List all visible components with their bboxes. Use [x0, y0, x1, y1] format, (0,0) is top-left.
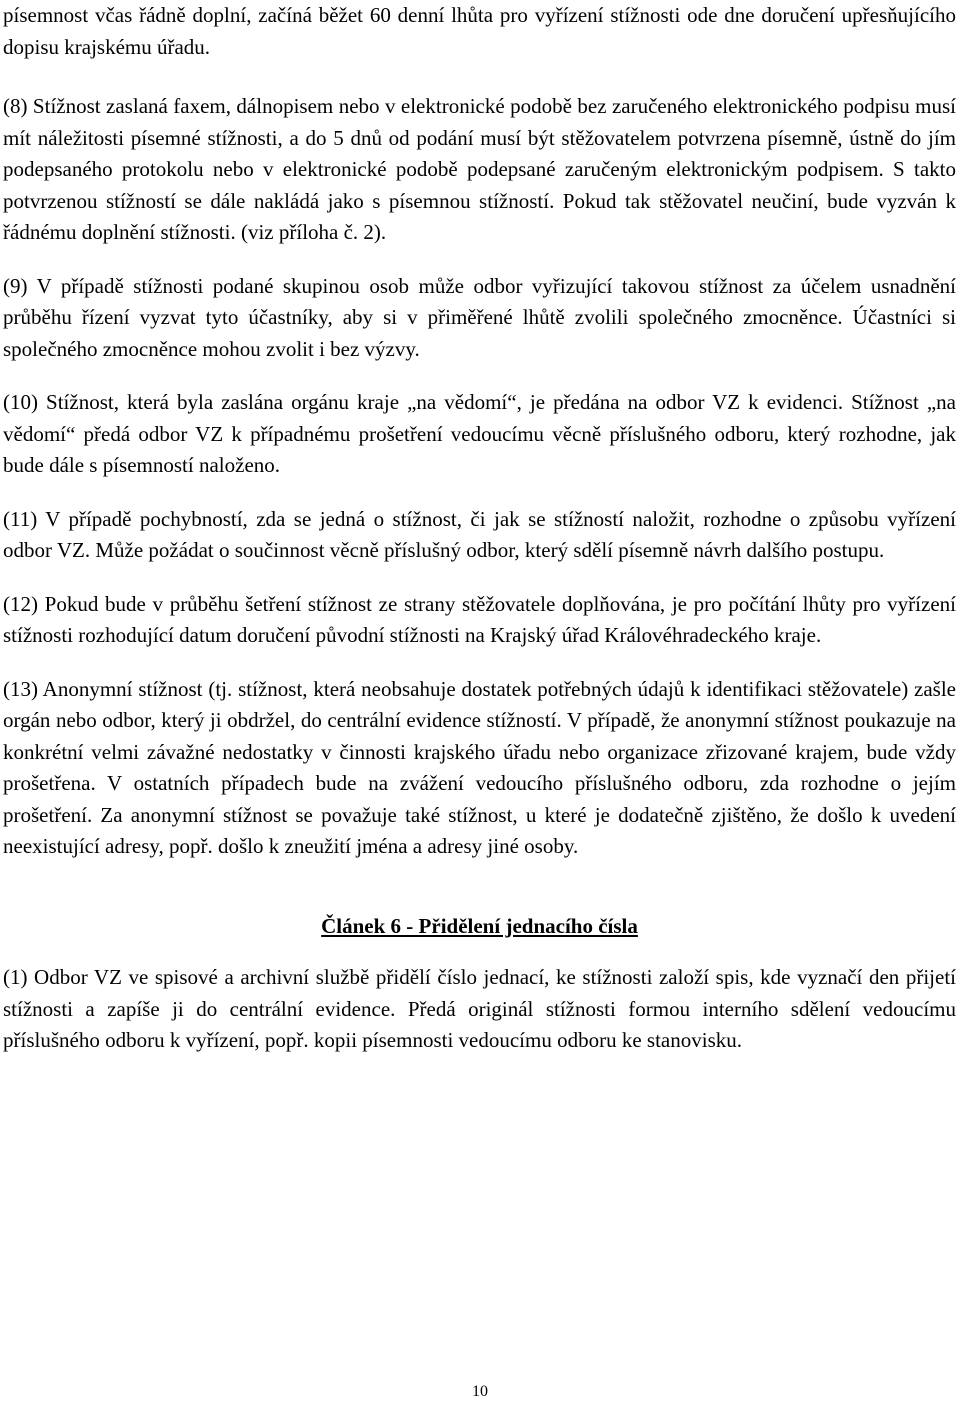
paragraph-10: (10) Stížnost, která byla zaslána orgánu kraje „na vědomí“, je předána na odbor VZ k evidenci. Stížnost „na vědomí“ předá odbor VZ k případnému prošetření vedoucímu věcně příslušného odboru, který rozhodne, jak bude dále s písemností naloženo.: [3, 390, 956, 477]
article-paragraph-1: (1) Odbor VZ ve spisové a archivní službě přidělí číslo jednací, ke stížnosti založí spis, kde vyznačí den přijetí stížnosti a zapíše ji do centrální evidence. Předá originál stížnosti formou interního sdělení vedoucímu příslušného odboru k vyřízení, popř. kopii písemnosti vedoucímu odboru ke stanovisku.: [3, 965, 956, 1052]
paragraph-12: (12) Pokud bude v průběhu šetření stížnost ze strany stěžovatele doplňována, je pro počítání lhůty pro vyřízení stížnosti rozhodující datum doručení původní stížnosti na Krajský úřad Královéhradeckého kraje.: [3, 591, 956, 647]
document-page: [3, 0, 956, 1057]
paragraph-intro: písemnost včas řádně doplní, začíná běžet 60 denní lhůta pro vyřízení stížnosti ode dne doručení upřesňujícího dopisu krajskému úřadu.: [3, 3, 956, 59]
paragraph-13: (13) Anonymní stížnost (tj. stížnost, která neobsahuje dostatek potřebných údajů k identifikaci stěžovatele) zašle orgán nebo odbor, který ji obdržel, do centrální evidence stížností. V případě, že anonymní stížnost poukazuje na konkrétní velmi závažné nedostatky v činnosti krajského úřadu nebo organizace zřizované krajem, bude vždy prošetřena. V ostatních případech bude na zvážení vedoucího příslušného odboru, zda rozhodne o jejím prošetření. Za anonymní stížnost se považuje také stížnost, u které je dodatečně zjištěno, že došlo k uvedení neexistující adresy, popř. došlo k zneužití jména a adresy jiné osoby.: [3, 676, 956, 858]
paragraph-9: (9) V případě stížnosti podané skupinou osob může odbor vyřizující takovou stížnost za účelem usnadnění průběhu řízení vyzvat tyto účastníky, aby si v přiměřené lhůtě zvolili společného zmocněnce. Účastníci si společného zmocněnce mohou zvolit i bez výzvy.: [3, 273, 956, 361]
paragraph-8: (8) Stížnost zaslaná faxem, dálnopisem nebo v elektronické podobě bez zaručeného elektronického podpisu musí mít náležitosti písemné stížnosti, a do 5 dnů od podání musí být stěžovatelem potvrzena písemně, ústně do jím podepsaného protokolu nebo v elektronické podobě podepsané zaručeným elektronickým podpisem. S takto potvrzenou stížností se dále nakládá jako s písemnou stížností. Pokud tak stěžovatel neučiní, bude vyzván k řádnému doplnění stížnosti. (viz příloha č. 2).: [3, 94, 956, 244]
paragraph-11: (11) V případě pochybností, zda se jedná o stížnost, či jak se stížností naložit, rozhodne o způsobu vyřízení odbor VZ. Může požádat o součinnost věcně příslušný odbor, který sdělí písemně návrh dalšího postupu.: [3, 506, 956, 562]
page-number: 10: [472, 1383, 488, 1400]
article-heading: Článek 6 - Přidělení jednacího čísla: [321, 913, 638, 938]
